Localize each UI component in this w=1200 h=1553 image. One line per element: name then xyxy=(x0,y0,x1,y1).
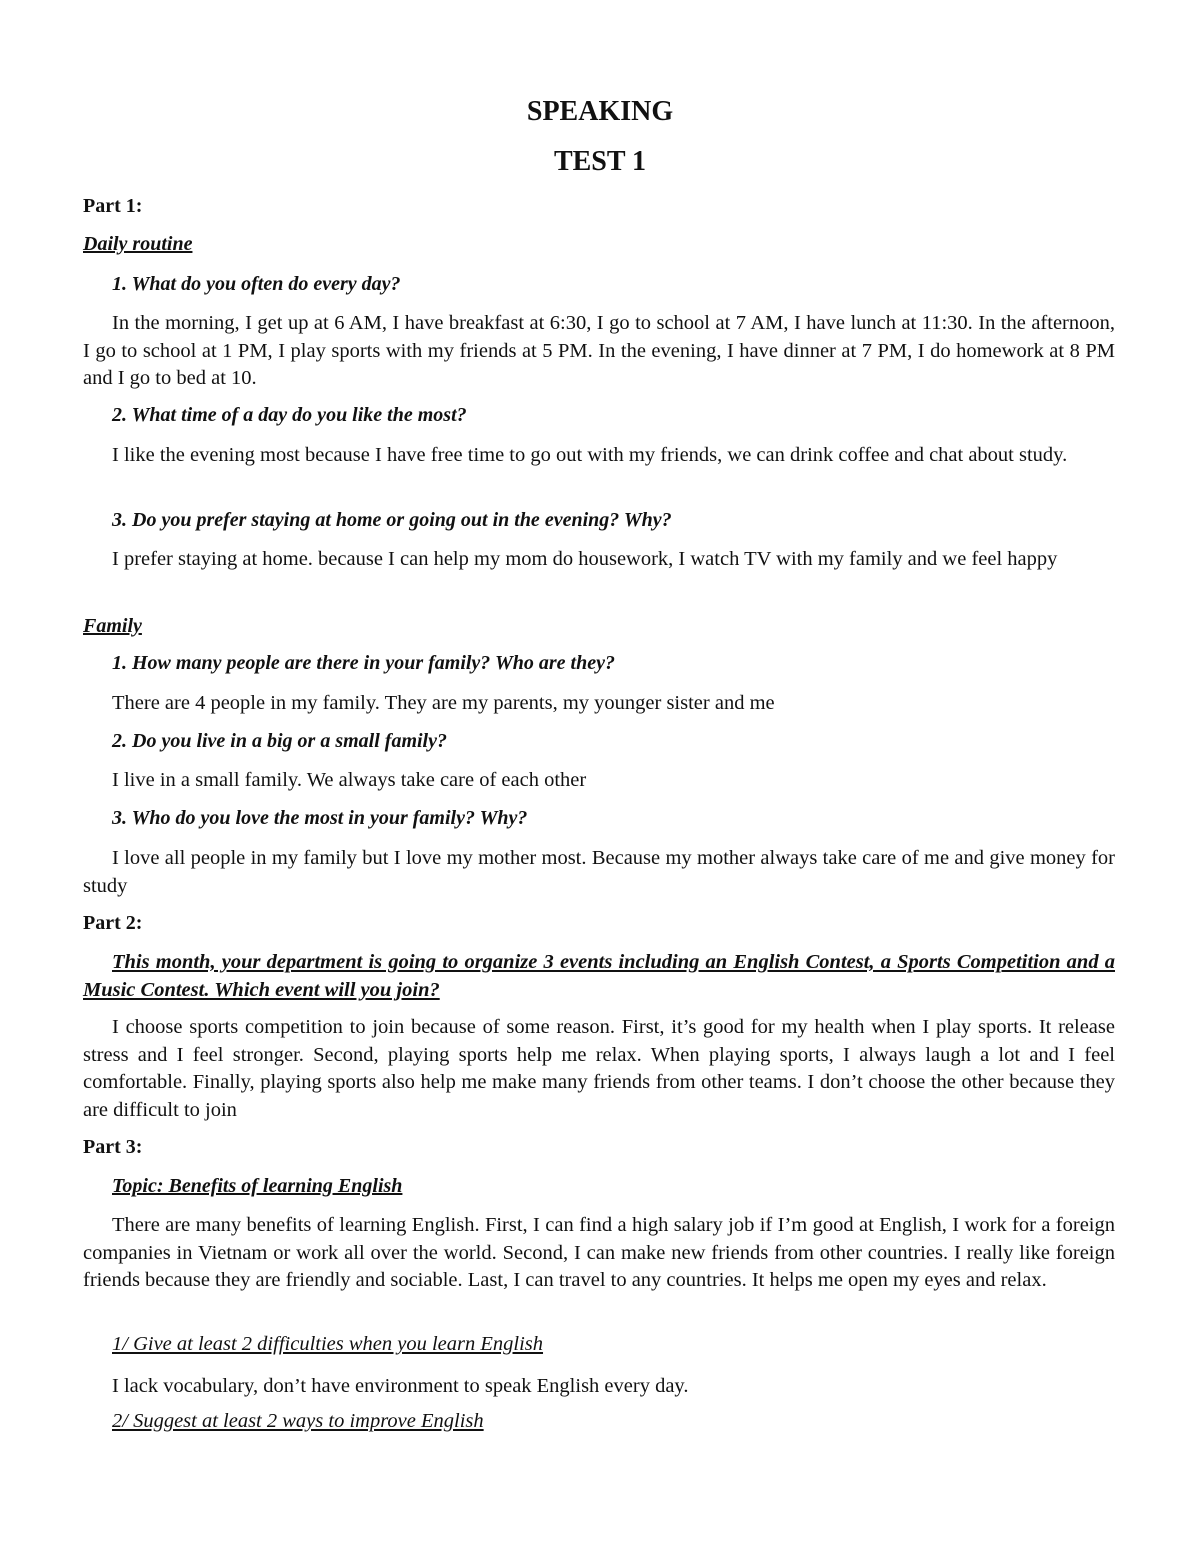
part2-label: Part 2: xyxy=(83,912,143,934)
question-family-1: 1. How many people are there in your family? Who are they? xyxy=(112,652,615,674)
answer-daily-3: I prefer staying at home. because I can help my mom do housework, I watch TV with my family and we feel happy xyxy=(112,548,1058,570)
part1-label: Part 1: xyxy=(83,195,143,217)
part2-answer: I choose sports competition to join because of some reason. First, it’s good for my health when I play sports. It release stress and I feel stronger. Second, playing sports help me relax. When playing sports, I always laugh a lot and I feel comfortable. Finally, playing sports also help me make many friends from other teams. I don’t choose the other because they are difficult to join xyxy=(83,1016,1115,1121)
question-daily-2: 2. What time of a day do you like the most? xyxy=(112,404,467,426)
question-daily-3: 3. Do you prefer staying at home or going out in the evening? Why? xyxy=(112,509,672,531)
part3-label: Part 3: xyxy=(83,1136,143,1158)
answer-family-1: There are 4 people in my family. They are my parents, my younger sister and me xyxy=(112,692,775,714)
answer-family-3: I love all people in my family but I love my mother most. Because my mother always take care of me and give money for study xyxy=(83,847,1115,897)
part3-answer-1: I lack vocabulary, don’t have environment to speak English every day. xyxy=(112,1375,689,1397)
topic-daily-routine: Daily routine xyxy=(83,233,193,255)
part3-answer: There are many benefits of learning English. First, I can find a high salary job if I’m good at English, I work for a foreign companies in Vietnam or work all over the world. Second, I can make new friends from other countries. I really like foreign friends because they are friendly and sociable. Last, I can travel to any countries. It helps me open my eyes and relax. xyxy=(83,1214,1115,1291)
answer-family-2: I live in a small family. We always take care of each other xyxy=(112,769,587,791)
part2-prompt: This month, your department is going to organize 3 events including an English Contest, a Sports Competition and a Music Contest. Which event will you join? xyxy=(83,951,1115,1001)
answer-daily-1: In the morning, I get up at 6 AM, I have breakfast at 6:30, I go to school at 7 AM, I have lunch at 11:30. In the afternoon, I go to school at 1 PM, I play sports with my friends at 5 PM. In the evening, I have dinner at 7 PM, I do homework at 8 PM and I go to bed at 10. xyxy=(83,312,1115,389)
test-number: TEST 1 xyxy=(553,146,647,177)
answer-daily-2: I like the evening most because I have free time to go out with my friends, we can drink coffee and chat about study. xyxy=(112,444,1068,466)
question-family-3: 3. Who do you love the most in your family? Why? xyxy=(112,807,528,829)
document-title: SPEAKING xyxy=(526,96,674,127)
question-family-2: 2. Do you live in a big or a small family? xyxy=(112,730,447,752)
topic-family: Family xyxy=(83,615,142,637)
part3-question-2: 2/ Suggest at least 2 ways to improve English xyxy=(112,1410,484,1432)
question-daily-1: 1. What do you often do every day? xyxy=(112,273,401,295)
part3-question-1: 1/ Give at least 2 difficulties when you learn English xyxy=(112,1333,544,1355)
part3-topic: Topic: Benefits of learning English xyxy=(112,1175,403,1197)
